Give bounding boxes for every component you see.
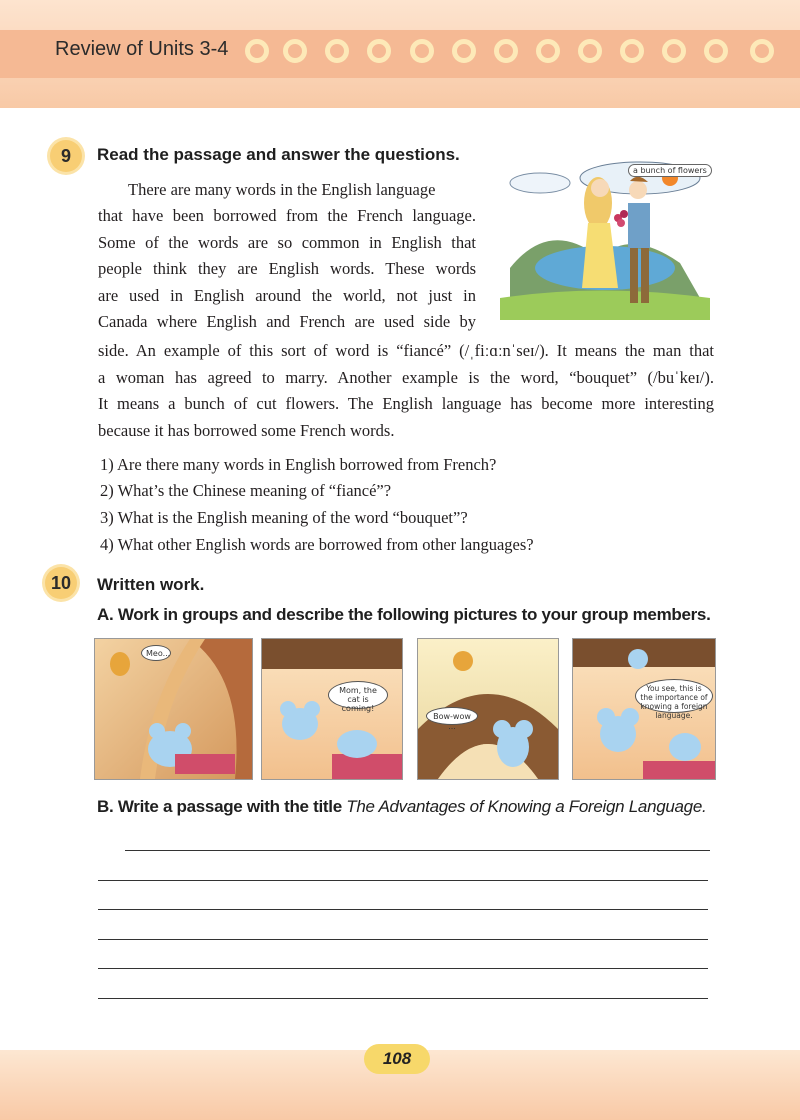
passage-line: people think they are English words. These words — [98, 259, 476, 278]
passage-line: Canada where English and French are used side by — [98, 312, 476, 331]
speech-bubble: You see, this is the importance of knowing a foreign language. — [635, 679, 713, 713]
passage-line: are used in English around the world, not just in — [98, 286, 476, 305]
comic-panel-1 — [94, 638, 253, 780]
page-number: 108 — [364, 1044, 430, 1074]
page-header — [0, 0, 800, 108]
passage-line: It means a bunch of cut flowers. The English language has become more interesting — [98, 394, 714, 413]
passage-line: side. An example of this sort of word is “fiancé” (/ˌfiːɑːnˈseɪ/). It means the man that — [98, 341, 714, 360]
exercise-9-heading: Read the passage and answer the questions. — [97, 145, 460, 164]
writing-line — [98, 968, 708, 969]
passage-line: that have been borrowed from the French language. — [98, 206, 476, 225]
part-a-instruction: A. Work in groups and describe the following pictures to your group members. — [97, 605, 711, 624]
passage-line: because it has borrowed some French words. — [98, 421, 395, 440]
comic-panel-3 — [417, 638, 559, 780]
speech-bubble: Bow-wow ... — [426, 707, 478, 725]
writing-line — [98, 880, 708, 881]
unit-title: Review of Units 3-4 — [55, 38, 229, 60]
passage-line: a woman has agreed to marry. Another example is the word, “bouquet” (/buˈkeɪ/). — [98, 368, 714, 387]
passage-line: Some of the words are so common in English that — [98, 233, 476, 252]
part-b-title: The Advantages of Knowing a Foreign Language. — [346, 797, 707, 816]
speech-bubble: Mom, the cat is coming! — [328, 681, 388, 709]
writing-line — [125, 850, 710, 851]
question-item: 2) What’s the Chinese meaning of “fiancé”? — [100, 481, 392, 500]
passage-line: There are many words in the English language — [128, 180, 436, 199]
exercise-number-10: 10 — [45, 567, 77, 599]
writing-line — [98, 939, 708, 940]
question-item: 3) What is the English meaning of the word “bouquet”? — [100, 508, 468, 527]
exercise-10-heading: Written work. — [97, 575, 205, 594]
flowers-label: a bunch of flowers — [628, 164, 712, 177]
comic-panel-4 — [572, 638, 716, 780]
part-b-prefix: B. Write a passage with the title — [97, 797, 347, 816]
writing-line — [98, 998, 708, 999]
exercise-number-9: 9 — [50, 140, 82, 172]
question-item: 1) Are there many words in English borrowed from French? — [100, 455, 497, 474]
speech-bubble: Meo... — [141, 645, 171, 661]
part-b-instruction — [97, 797, 706, 817]
writing-line — [98, 909, 708, 910]
comic-panel-2 — [261, 638, 403, 780]
question-item: 4) What other English words are borrowed from other languages? — [100, 535, 534, 554]
couple-illustration — [490, 148, 720, 320]
